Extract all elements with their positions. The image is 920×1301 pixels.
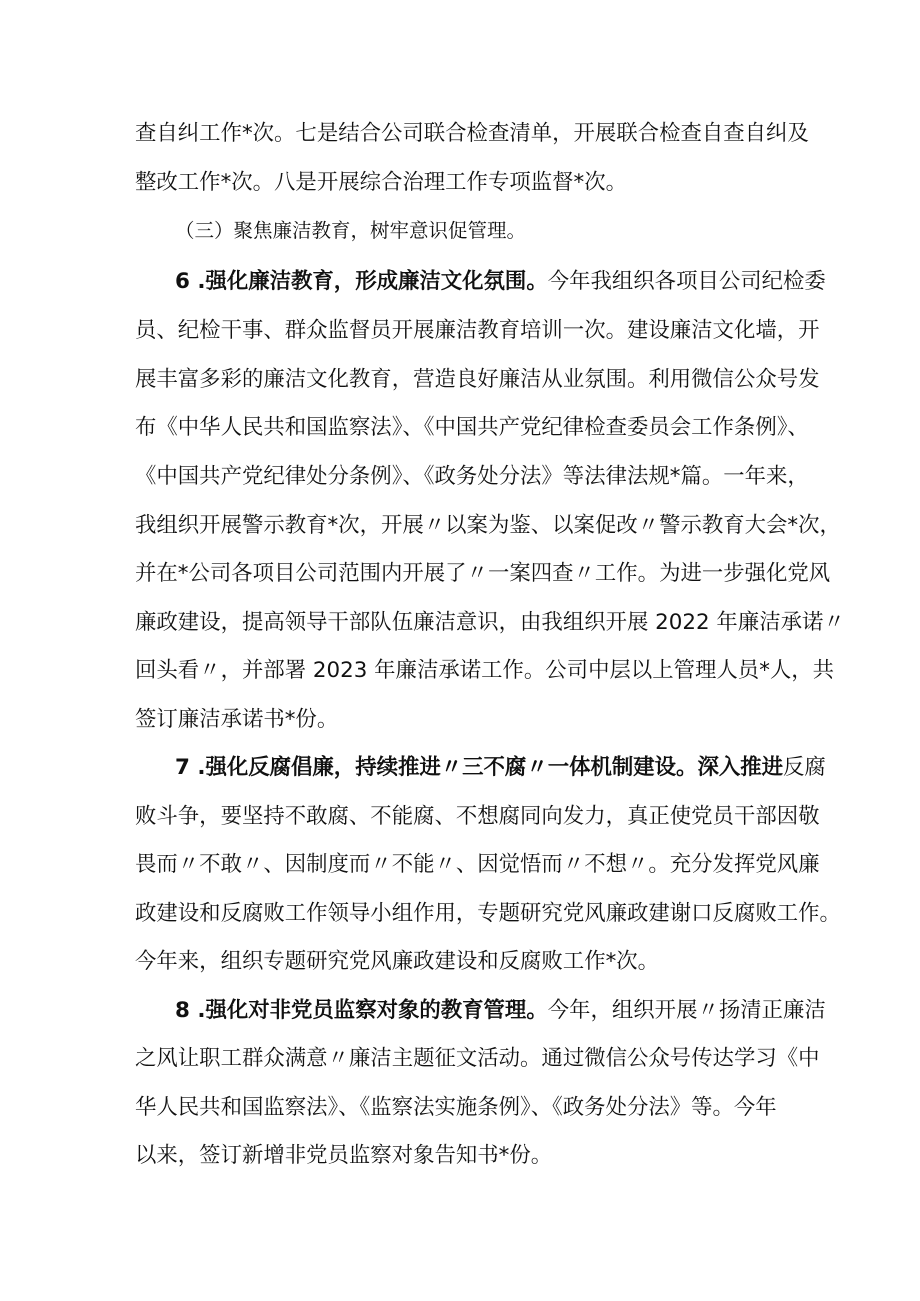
item6-line: 廉政建设，提高领导干部队伍廉洁意识，由我组织开展 2022 年廉洁承诺〃	[135, 610, 845, 635]
item6-line: 布《中华人民共和国监察法》、《中国共产党纪律检查委员会工作条例》、	[135, 415, 809, 440]
item6-line: 签订廉洁承诺书*份。	[135, 707, 339, 732]
item7-first-line	[175, 751, 826, 785]
item6-line: 《中国共产党纪律处分条例》、《政务处分法》等法律法规*篇。一年来，	[135, 464, 809, 489]
item7-line: 政建设和反腐败工作领导小组作用，专题研究党风廉政建谢口反腐败工作。	[135, 901, 841, 926]
item6-line: 员、纪检干事、群众监督员开展廉洁教育培训一次。建设廉洁文化墙，开	[135, 318, 820, 343]
item8-line: 以来，签订新增非党员监察对象告知书*份。	[135, 1143, 553, 1168]
item7-title: 7 .强化反腐倡廉，持续推进〃三不腐〃一体机制建设。深入推进	[175, 755, 784, 780]
item6-first-line-rest: 今年我组织各项目公司纪检委	[547, 269, 826, 294]
item6-line: 并在*公司各项目公司范围内开展了〃一案四查〃工作。为进一步强化党风	[135, 561, 831, 586]
item8-line: 华人民共和国监察法》、《监察法实施条例》、《政务处分法》等。今年	[135, 1095, 777, 1120]
item8-line: 之风让职工群众满意〃廉洁主题征文活动。通过微信公众号传达学习《中	[135, 1046, 820, 1071]
item8-first-line-rest: 今年，组织开展〃扬清正廉洁	[547, 998, 826, 1023]
intro-line-1: 查自纠工作*次。七是结合公司联合检查清单，开展联合检查自查自纠及	[135, 121, 809, 146]
item8-title: 8 .强化对非党员监察对象的教育管理。	[175, 998, 548, 1023]
item7-line: 畏而〃不敢〃、因制度而〃不能〃、因觉悟而〃不想〃。充分发挥党风廉	[135, 852, 820, 877]
intro-line-2: 整改工作*次。八是开展综合治理工作专项监督*次。	[135, 170, 627, 195]
item7-line: 今年来，组织专题研究党风廉政建设和反腐败工作*次。	[135, 949, 660, 974]
item7-line: 败斗争，要坚持不敢腐、不能腐、不想腐同向发力，真正使党员干部因敬	[135, 804, 820, 829]
item6-line: 回头看〃，并部署 2023 年廉洁承诺工作。公司中层以上管理人员*人，共	[135, 658, 835, 683]
item6-title: 6 .强化廉洁教育，形成廉洁文化氛围。	[175, 269, 548, 294]
item7-first-line-rest: 反腐	[783, 755, 826, 780]
item6-line: 展丰富多彩的廉洁文化教育，营造良好廉洁从业氛围。利用微信公众号发	[135, 367, 820, 392]
item6-first-line	[175, 265, 826, 299]
item8-first-line	[175, 994, 826, 1028]
section-heading: （三）聚焦廉洁教育，树牢意识促管理。	[175, 219, 527, 242]
item6-line: 我组织开展警示教育*次，开展〃以案为鉴、以案促改〃警示教育大会*次，	[135, 513, 841, 538]
